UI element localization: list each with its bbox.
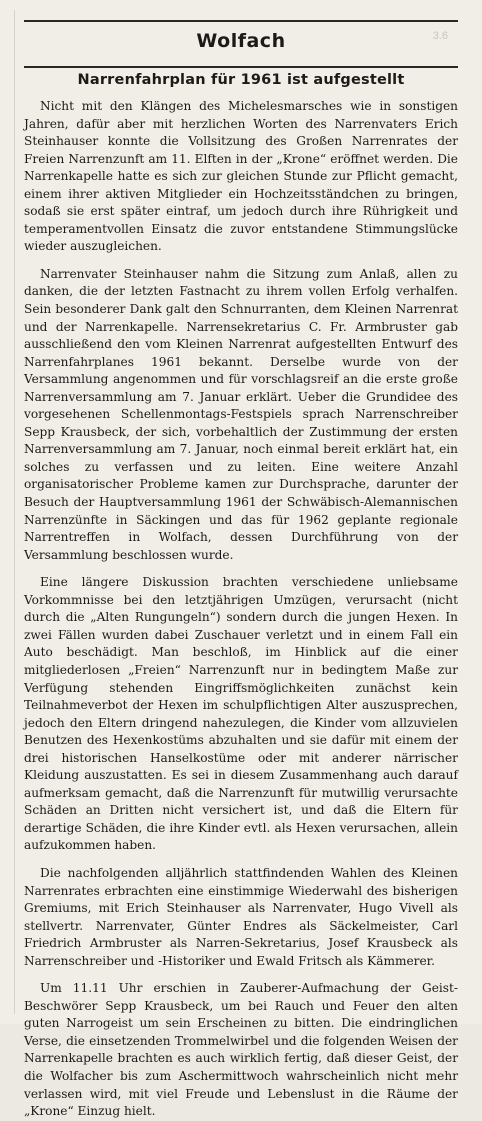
- section-header: [24, 20, 458, 68]
- article-body: [24, 98, 458, 1119]
- article-paragraph: Die nachfolgenden alljährlich stattfindenden Wahlen des Kleinen Narrenrates erbrachten eine einstimmige Wiederwahl des bisherigen Gremiums, mit Erich Steinhauser als Narrenvater, Hugo Vivell als stellvertr. Narrenvater, Günter Endres als Säckelmeister, Carl Friedrich Armbruster als Narren-Sekretarius, Josef Krausbeck als Narrenschreiber und -Historiker und Ewald Fritsch als Kämmerer.: [24, 865, 458, 968]
- column-rule: [14, 10, 15, 1014]
- article-headline: Narrenfahrplan für 1961 ist aufgestellt: [77, 72, 405, 88]
- article-paragraph: Eine längere Diskussion brachten verschiedene unliebsame Vorkommnisse bei den letztjährigen Umzügen, verursacht (nicht durch die „Alten Rungungeln“) sondern durch die jungen Hexen. In zwei Fällen wurden dabei Zuschauer verletzt und in einem Fall ein Auto beschädigt. Man beschloß, im Hinblick auf die einer mitgliederlosen „Freien“ Narrenzunft nur in bedingtem Maße zur Verfügung stehenden Eingriffsmöglichkeiten zunächst kein Teilnahmeverbot der Hexen im schulpflichtigen Alter auszusprechen, jedoch den Eltern dringend nahezulegen, die Kinder vom allzuvielen Benutzen des Hexenkostüms abzuhalten und sie dafür mit einem der drei historischen Hanselkostüme oder mit anderer närrischer Kleidung auszustatten. Es sei in diesem Zusammenhang auch darauf aufmerksam gemacht, daß die Narrenzunft für mutwillig verursachte Schäden an Dritten nicht versichert ist, und daß die Eltern für derartige Schäden, die ihre Kinder evtl. als Hexen verursachen, allein aufzukommen haben.: [24, 575, 458, 853]
- corner-mark: 3.6: [432, 30, 448, 42]
- article-paragraph: Narrenvater Steinhauser nahm die Sitzung zum Anlaß, allen zu danken, die der letzten Fastnacht zu ihrem vollen Erfolg verhalfen. Sein besonderer Dank galt den Schnurranten, dem Kleinen Narrenrat und der Narrenkapelle. Narrensekretarius C. Fr. Armbruster gab ausschließend den vom Kleinen Narrenrat aufgestellten Entwurf des Narrenfahrplanes 1961 bekannt. Derselbe wurde von der Versammlung angenommen und für vorschlagsreif an die erste große Narrenversammlung am 7. Januar erklärt. Ueber die Grundidee des vorgesehenen Schellenmontags-Festspiels sprach Narrenschreiber Sepp Krausbeck, der sich, vorbehaltlich der Zustimmung der ersten Narrenversammlung am 7. Januar, noch einmal bereit erklärt hat, ein solches zu verfassen und zu leiten. Eine weitere Anzahl organisatorischer Probleme kamen zur Durchsprache, darunter der Besuch der Hauptversammlung 1961 der Schwäbisch-Alemannischen Narrenzünfte in Säckingen und das für 1962 geplante regionale Narrentreffen in Wolfach, dessen Durchführung von der Versammlung beschlossen wurde.: [24, 266, 458, 562]
- section-title: Wolfach: [196, 30, 286, 52]
- article-paragraph: Nicht mit den Klängen des Michelesmarsches wie in sonstigen Jahren, dafür aber mit herzlichen Worten des Narrenvaters Erich Steinhauser konnte die Vollsitzung des Großen Narrenrates der Freien Narrenzunft am 11. Elften in der „Krone“ eröffnet werden. Die Narrenkapelle hatte es sich zur gleichen Stunde zur Pflicht gemacht, einem ihrer aktiven Mitglieder ein Hochzeitsständchen zu bringen, sodaß sie erst später eintraf, um jedoch durch ihre Rührigkeit und temperamentvollen Einsatz die zuvor entstandene Stimmungslücke wieder auszugleichen.: [24, 99, 458, 254]
- article-paragraph: Um 11.11 Uhr erschien in Zauberer-Aufmachung der Geist-Beschwörer Sepp Krausbeck, um bei Rauch und Feuer den alten guten Narrogeist um sein Erscheinen zu bitten. Die eindringlichen Verse, die einsetzenden Trommelwirbel und die folgenden Weisen der Narrenkapelle brachten es auch wirklich fertig, daß dieser Geist, der die Wolfacher bis zum Aschermittwoch wahrscheinlich nicht mehr verlassen wird, mit viel Freude und Lebenslust in die Räume der „Krone“ Einzug hielt.: [24, 981, 458, 1119]
